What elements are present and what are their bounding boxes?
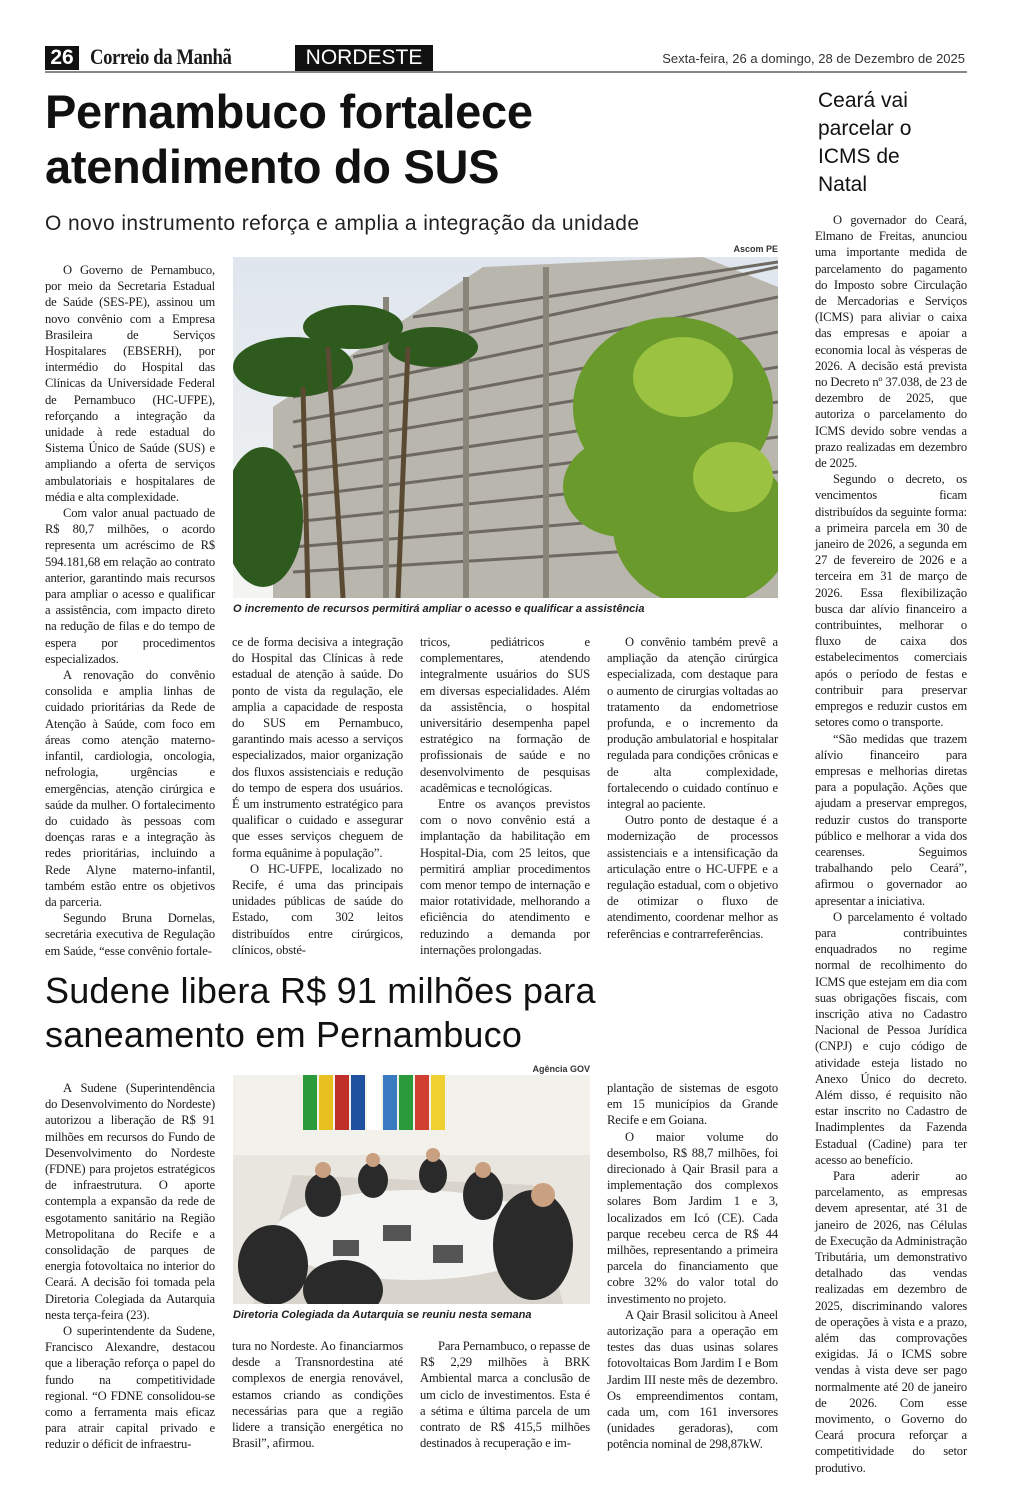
paragraph: A renovação do convênio consolida e amplia linhas de cuidado prioritárias da Rede de Atenção à Saúde, com foco em áreas como atenção materno-infantil, cardiologia, oncologia, nefrologia, urgências e emergências, atenção cirúrgica e saúde da mulher. O fortalecimento do cuidado às pessoas com doenças raras e a integração às redes prioritárias, incluindo a Rede Alyne materno-infantil, também estão entre os objetivos da parceria. <box>45 668 215 909</box>
second-headline <box>45 969 596 1057</box>
headline-line: saneamento em Pernambuco <box>45 1014 523 1055</box>
main-headline <box>45 84 533 194</box>
paragraph: Para aderir ao parcelamento, as empresas devem apresentar, até 31 de janeiro de 2026, nas Células de Execução da Administração Tributária, um demonstrativo detalhado das vendas realizadas em dezembro de 2025, discriminando valores de operações à vista e a prazo, além das comprovações exigidas. Já o ICMS sobre vendas à vista deve ser pago normalmente até 20 de janeiro de 2026. Com esse movimento, o Governo do Ceará procura reforçar a competitividade do setor produtivo. <box>815 1168 967 1475</box>
paragraph: A Sudene (Superintendência do Desenvolvimento do Nordeste) autorizou a liberação de R$ 91 milhões em recursos do Fundo de Desenvolvimento do Nordeste (FDNE) para projetos estratégicos de infraestrutura. O aporte contempla a expansão da rede de esgotamento sanitário na Região Metropolitana do Recife e a consolidação de parques de energia fotovoltaica no interior do Ceará. A decisão foi tomada pela Diretoria Colegiada da Autarquia nesta terça-feira (23). <box>45 1081 215 1322</box>
paragraph: O convênio também prevê a ampliação da atenção cirúrgica especializada, com destaque para o aumento de cirurgias voltadas ao tratamento da endometriose profunda, e o incremento da produção ambulatorial e hospitalar regulada para condições crônicas e de alta complexidade, fortalecendo o cuidado contínuo e integral ao paciente. <box>607 635 778 812</box>
second-article-column-3 <box>420 1338 590 1451</box>
paragraph: Segundo Bruna Dornelas, secretária executiva de Regulação em Saúde, “esse convênio fortale- <box>45 911 215 958</box>
paragraph: ce de forma decisiva a integração do Hospital das Clínicas à rede estadual de atenção à saúde. Do ponto de vista da regulação, ele amplia a capacidade de resposta do SUS em Pernambuco, garantindo mais acesso a serviços especializados, maior organização dos fluxos assistenciais e redução do tempo de espera dos usuários. É um instrumento estratégico para qualificar o cuidado e assegurar que esses serviços cheguem de forma equânime à população”. <box>232 635 403 860</box>
side-article-column <box>815 212 967 1476</box>
paragraph: A Qair Brasil solicitou à Aneel autorização para a operação em testes das duas usinas solares fotovoltaicas Bom Jardim I e Bom Jardim III neste mês de dezembro. Os empreendimentos contam, cada um, com 161 inversores (unidades geradoras), com potência nominal de 298,87kW. <box>607 1307 778 1452</box>
main-article-column-4 <box>607 634 778 942</box>
photo-credit: Agência GOV <box>532 1064 590 1074</box>
paragraph: O parcelamento é voltado para contribuintes enquadrados no regime normal de recolhimento do ICMS que estejam em dia com suas obrigações fiscais, com inscrição ativa no Cadastro Nacional de Pessoa Jurídica (CNPJ) e cujo código de atividade esteja listado no Anexo Único do decreto. Além disso, é requisito não estar inscrito no Cadastro de Inadimplentes da Fazenda Estadual (Cadine) para ter acesso ao benefício. <box>815 909 967 1167</box>
second-article-column-4 <box>607 1080 778 1453</box>
photo-caption: Diretoria Colegiada da Autarquia se reuniu nesta semana <box>233 1309 532 1321</box>
paragraph: O governador do Ceará, Elmano de Freitas, anunciou uma importante medida de parcelamento do pagamento do Imposto sobre Circulação de Mercadorias e Serviços (ICMS) para aliviar o caixa das empresas e apoiar a economia local às vésperas de 2026. A decisão está prevista no Decreto nº 37.038, de 23 de dezembro de 2025, que autoriza o parcelamento do ICMS devido sobre vendas a prazo realizadas em dezembro de 2025. <box>815 213 967 471</box>
paragraph: Com valor anual pactuado de R$ 80,7 milhões, o acordo representa um acréscimo de R$ 594.181,68 em relação ao contrato anterior, garantindo mais recursos para ampliar o acesso e qualificar a assistência, com impacto direto na redução de filas e do tempo de espera por procedimentos especializados. <box>45 506 215 666</box>
headline-line: atendimento do SUS <box>45 140 500 193</box>
headline-line: Ceará vai <box>818 89 908 112</box>
paragraph: Segundo o decreto, os vencimentos ficam distribuídos da seguinte forma: a primeira parcela em 30 de janeiro de 2026, a segunda em 27 de fevereiro de 2026 e a terceira em 31 de março de 2026. Essa flexibilização busca dar alívio financeiro a contribuintes, melhorar o fluxo de caixa dos estabelecimentos comerciais após o período de festas e contribuir para preservar empregos e reduzir custos em setores como o transporte. <box>815 472 967 730</box>
paragraph: Outro ponto de destaque é a modernização de processos assistenciais e a intensificação da articulação entre o HC-UFPE e a regulação estadual, com o objetivo de otimizar o fluxo de atendimento, coordenar melhor as referências e contrarreferências. <box>607 813 778 941</box>
paragraph: plantação de sistemas de esgoto em 15 municípios da Grande Recife e em Goiana. <box>607 1081 778 1128</box>
main-subtitle: O novo instrumento reforça e amplia a integração da unidade <box>45 212 640 235</box>
second-article-column-1 <box>45 1080 215 1453</box>
dateline: Sexta-feira, 26 a domingo, 28 de Dezembro de 2025 <box>662 51 965 66</box>
main-article-column-2 <box>232 634 403 958</box>
paragraph: “São medidas que trazem alívio financeiro para empresas e melhorias diretas para a população. Ações que ajudam a preservar empregos, reduzir custos do transporte público e melhorar a vida dos cearenses. Seguimos trabalhando pelo Ceará”, afirmou o governador ao apresentar a iniciativa. <box>815 731 967 908</box>
paragraph: tura no Nordeste. Ao financiarmos desde a Transnordestina até complexos de energia renovável, estamos criando as condições necessárias para que a região lidere a transição energética no Brasil”, afirmou. <box>232 1339 403 1451</box>
page-number: 26 <box>45 46 79 70</box>
main-article-column-3 <box>420 634 590 958</box>
meeting-photo <box>233 1075 590 1304</box>
headline-line: Sudene libera R$ 91 milhões para <box>45 970 596 1011</box>
paragraph: tricos, pediátricos e complementares, atendendo integralmente usuários do SUS em diversas especialidades. Além da assistência, o hospital universitário desempenha papel estratégico na formação de profissionais de saúde e no desenvolvimento de pesquisas acadêmicas e tecnológicas. <box>420 635 590 795</box>
paragraph: O maior volume do desembolso, R$ 88,7 milhões, foi direcionado à Qair Brasil para a implementação dos complexos solares Bom Jardim 1 e 3, localizados em Icó (CE). Cada parque recebeu cerca de R$ 44 milhões, representando a primeira parcela do financiamento que cobre 32% do valor total do investimento no projeto. <box>607 1129 778 1306</box>
section-label: NORDESTE <box>295 45 433 71</box>
main-article-column-1 <box>45 262 215 959</box>
headline-line: Natal <box>818 173 868 196</box>
paragraph: O superintendente da Sudene, Francisco Alexandre, destacou que a liberação reforça o papel do fundo na competitividade regional. “O FDNE consolidou-se como a ferramenta mais eficaz para atrair capital privado e reduzir o déficit de infraestru- <box>45 1324 215 1452</box>
paragraph: Para Pernambuco, o repasse de R$ 2,29 milhões à BRK Ambiental marca a conclusão de um ciclo de investimentos. Esta é a sétima e última parcela de um contrato de R$ 415,5 milhões destinados à recuperação e im- <box>420 1339 590 1451</box>
photo-caption: O incremento de recursos permitirá ampliar o acesso e qualificar a assistência <box>233 603 645 615</box>
headline-line: ICMS de <box>818 145 900 168</box>
second-article-column-2 <box>232 1338 403 1451</box>
masthead-logo: Correio da Manhã <box>90 44 232 69</box>
side-headline <box>818 87 911 199</box>
photo-credit: Ascom PE <box>733 244 778 254</box>
headline-line: Pernambuco fortalece <box>45 85 533 138</box>
headline-line: parcelar o <box>818 117 912 140</box>
header-rule <box>45 71 967 73</box>
hospital-photo <box>233 257 778 598</box>
paragraph: O Governo de Pernambuco, por meio da Secretaria Estadual de Saúde (SES-PE), assinou um novo convênio com a Empresa Brasileira de Serviços Hospitalares (EBSERH), por intermédio do Hospital das Clínicas da Universidade Federal de Pernambuco (HC-UFPE), reforçando a integração da unidade à rede estadual do Sistema Único de Saúde (SUS) e ampliando a oferta de serviços ambulatoriais e hospitalares de média e alta complexidade. <box>45 263 215 504</box>
paragraph: O HC-UFPE, localizado no Recife, é uma das principais unidades públicas de saúde do Estado, com 302 leitos distribuídos entre cirúrgicos, clínicos, obsté- <box>232 861 403 957</box>
paragraph: Entre os avanços previstos com o novo convênio está a implantação da habilitação em Hospital-Dia, com 25 leitos, que permitirá ampliar procedimentos com menor tempo de internação e maior rotatividade, melhorando a eficiência do atendimento e reduzindo a demanda por internações prolongadas. <box>420 797 590 957</box>
